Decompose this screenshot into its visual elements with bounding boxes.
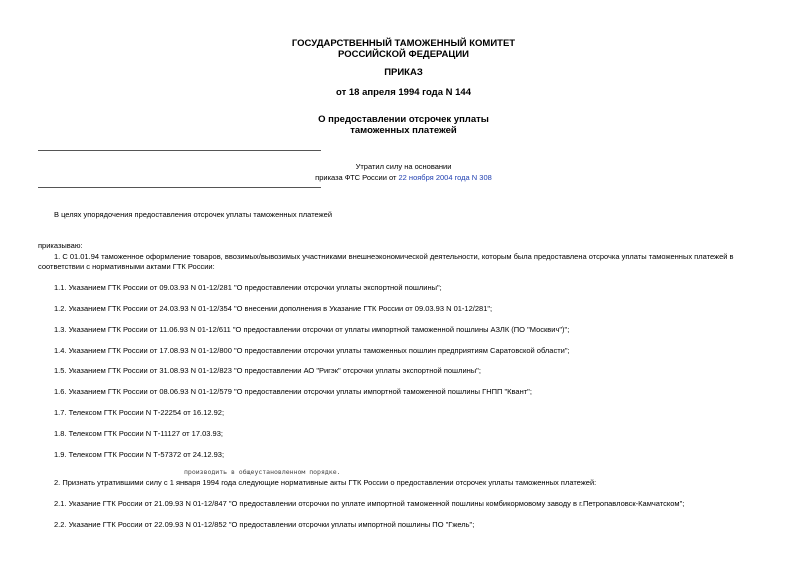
authority-name-line1: ГОСУДАРСТВЕННЫЙ ТАМОЖЕННЫЙ КОМИТЕТ [291,38,516,49]
status-note-line1: Утратил силу на основании [355,162,452,171]
item-1-4: 1.4. Указанием ГТК России от 17.08.93 N 01-12/800 "О предоставлении отсрочки уплаты таможенных пошлин предприятиям Саратовской области"; [54,346,570,355]
preamble: В целях упорядочения предоставления отсрочек уплаты таможенных платежей [54,210,333,219]
item-1-2: 1.2. Указанием ГТК России от 24.03.93 N 01-12/354 "О внесении дополнения в Указание ГТК России от 09.03.93 N 01-12/281"; [54,304,493,313]
item-1-6: 1.6. Указанием ГТК России от 08.06.93 N 01-12/579 "О предоставлении отсрочки уплаты импортной таможенной пошлины ГНПП "Квант"; [54,387,532,396]
item-1-9: 1.9. Телексом ГТК России N Т-57372 от 24.12.93; [54,450,225,459]
item-1-3: 1.3. Указанием ГТК России от 11.06.93 N 01-12/611 "О предоставлении отсрочки от уплаты импортной таможенной пошлины АЗЛК (ПО "Москвич")"; [54,325,570,334]
document-title [0,114,807,136]
item-1-closing-phrase: производить в общеустановленном порядке. [184,468,341,476]
order-word: приказываю: [38,241,83,250]
item-1: 1. С 01.01.94 таможенное оформление товаров, ввозимых/вывозимых участниками внешнеэкономической деятельности, которым была предоставлена отсрочка уплаты таможенных платежей в соответствии с нормативными актами ГТК России: [38,252,734,271]
item-2-2: 2.2. Указание ГТК России от 22.09.93 N 01-12/852 "О предоставлении отсрочки уплаты импортной пошлины ПО "Гжель"; [54,520,475,529]
note-top-divider [38,150,321,151]
authority-name-line2: РОССИЙСКОЙ ФЕДЕРАЦИИ [337,49,469,60]
item-2-1: 2.1. Указание ГТК России от 21.09.93 N 01-12/847 "О предоставлении отсрочки по уплате импортной таможенной пошлины комбикормовому заводу в г.Петропавловск-Камчатском"; [54,499,685,508]
item-1-7: 1.7. Телексом ГТК России N Т-22254 от 16.12.92; [54,408,225,417]
document-type: ПРИКАЗ [384,67,423,78]
document-header [0,38,807,60]
document-date-number: от 18 апреля 1994 года N 144 [336,87,471,98]
repealing-order-link[interactable]: 22 ноября 2004 года N 308 [398,173,492,182]
item-1-5: 1.5. Указанием ГТК России от 31.08.93 N 01-12/823 "О предоставлении АО "Ригэк" отсрочки уплаты экспортной пошлины"; [54,366,481,375]
item-2: 2. Признать утратившими силу с 1 января 1994 года следующие нормативные акты ГТК России о предоставлении отсрочек уплаты таможенных платежей: [54,478,597,487]
note-bottom-divider [38,187,321,188]
document-title-line1: О предоставлении отсрочек уплаты [318,114,489,125]
item-1-8: 1.8. Телексом ГТК России N Т-11127 от 17.03.93; [54,429,223,438]
item-1-1: 1.1. Указанием ГТК России от 09.03.93 N 01-12/281 "О предоставлении отсрочки уплаты экспортной пошлины"; [54,283,442,292]
status-note [0,161,807,183]
status-note-prefix: приказа ФТС России от [315,173,399,182]
document-title-line2: таможенных платежей [350,125,457,136]
status-note-line2 [0,172,807,183]
